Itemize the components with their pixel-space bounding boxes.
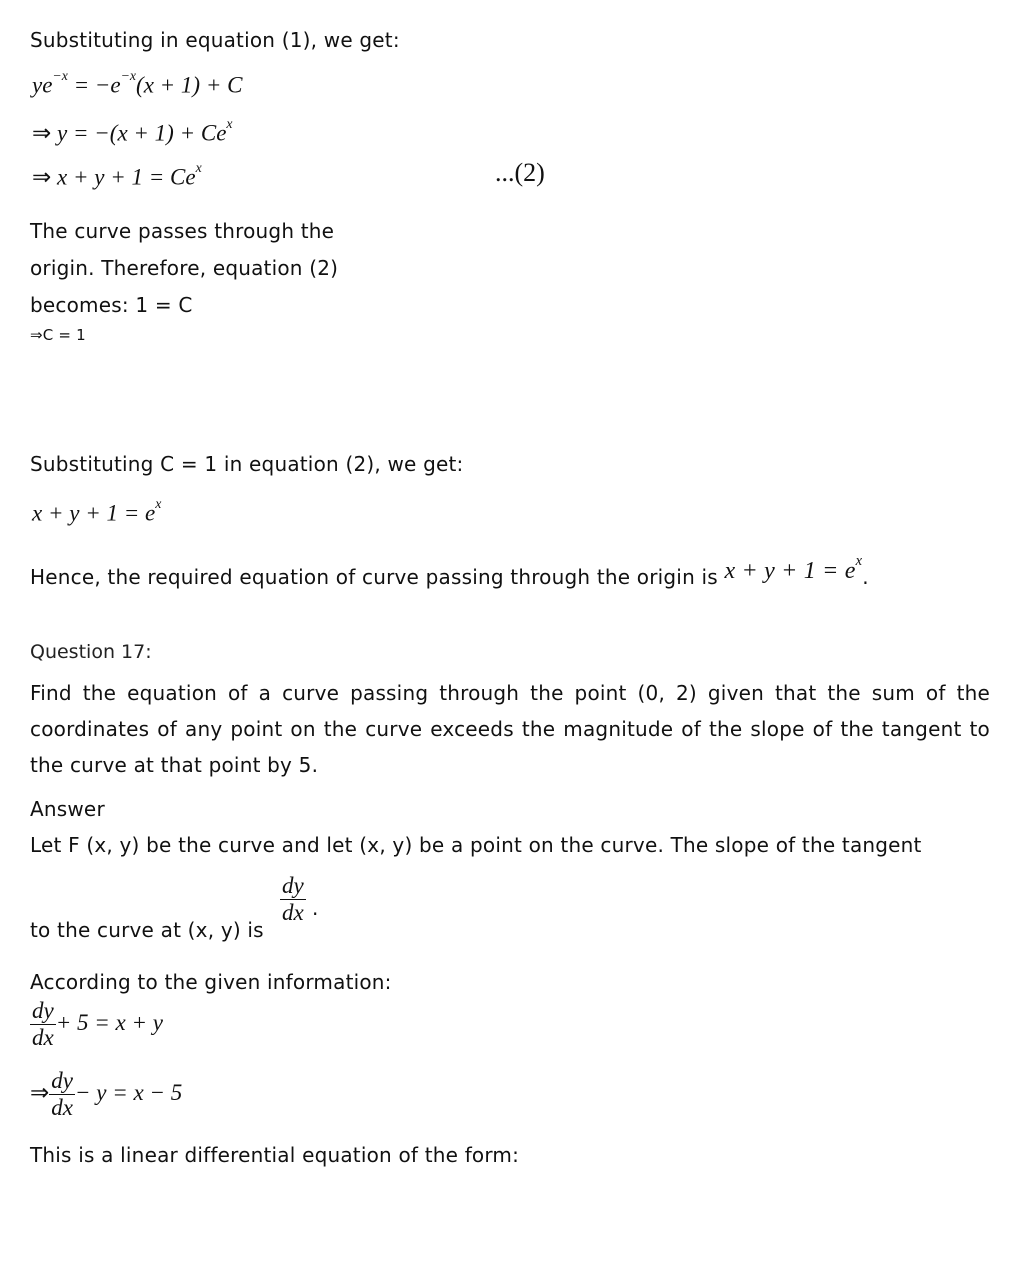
fraction-denominator: dx: [282, 900, 304, 925]
curve-origin-line-1: The curve passes through the: [30, 219, 335, 243]
equation-a: [30, 998, 163, 1051]
equation-a-rest: + 5 = x + y: [55, 1010, 163, 1035]
implies-arrow-icon: ⇒: [30, 1080, 50, 1105]
curve-origin-line-3: becomes: 1 = C: [30, 293, 193, 317]
eq1-rhs-b: (x + 1) + C: [136, 72, 243, 98]
eq2-body: y = −(x + 1) + Ce: [57, 120, 227, 146]
hence-equation: [724, 553, 863, 584]
fraction-denominator: dx: [32, 1025, 54, 1050]
c-equals-one: ⇒C = 1: [30, 326, 86, 344]
equation-line-2: [32, 116, 233, 146]
eq1-lhs: ye: [32, 72, 53, 98]
slope-line: to the curve at (x, y) is: [30, 918, 264, 942]
implies-arrow-icon: ⇒: [32, 120, 52, 146]
according-line: According to the given information:: [30, 970, 392, 994]
eq2-exponent: x: [226, 116, 233, 131]
hence-eq-body: x + y + 1 = e: [724, 557, 856, 584]
slope-fraction: [280, 873, 306, 926]
dy-dx-fraction: [30, 998, 56, 1051]
eq1-rhs-a: = −e: [67, 72, 121, 98]
equation-b-rest: − y = x − 5: [75, 1080, 183, 1105]
question-text: Find the equation of a curve passing through the point (0, 2) given that the sum of the coordinates of any point on the curve exceeds the magnitude of the slope of the tangent to the curve at that point by 5.: [30, 681, 990, 777]
result-equation: [32, 496, 161, 526]
fraction-numerator: dy: [51, 1068, 73, 1093]
hence-text: Hence, the required equation of curve passing through the origin is: [30, 564, 718, 589]
eq1-lhs-exponent: −x: [52, 68, 68, 83]
fraction-numerator: dy: [282, 873, 304, 898]
hence-statement: [30, 553, 869, 591]
hence-period: .: [862, 564, 869, 589]
slope-period: .: [312, 896, 319, 920]
hence-eq-exponent: x: [855, 553, 863, 569]
equation-line-1: [32, 68, 242, 98]
equation-line-3: [32, 160, 202, 190]
answer-label: Answer: [30, 797, 105, 821]
intro-substituting-c: Substituting C = 1 in equation (2), we get:: [30, 452, 464, 476]
equation-b: [30, 1068, 182, 1121]
fraction-denominator: dx: [51, 1095, 73, 1120]
eq3-exponent: x: [195, 160, 202, 175]
result-eq-exponent: x: [155, 496, 162, 511]
dy-dx-fraction: [49, 1068, 75, 1121]
fraction-numerator: dy: [32, 998, 54, 1023]
eq3-body: x + y + 1 = Ce: [57, 164, 196, 190]
curve-origin-line-2: origin. Therefore, equation (2): [30, 256, 339, 280]
let-statement: Let F (x, y) be the curve and let (x, y) be a point on the curve. The slope of the tangent: [30, 833, 922, 857]
implies-arrow-icon: ⇒: [32, 164, 52, 190]
eq1-rhs-exponent: −x: [120, 68, 137, 83]
question-heading: Question 17:: [30, 641, 152, 663]
result-eq-body: x + y + 1 = e: [32, 500, 156, 526]
intro-substituting-eq1: Substituting in equation (1), we get:: [30, 28, 400, 52]
closing-line: This is a linear differential equation of the form:: [30, 1143, 520, 1167]
equation-tag-2: ...(2): [495, 158, 545, 187]
